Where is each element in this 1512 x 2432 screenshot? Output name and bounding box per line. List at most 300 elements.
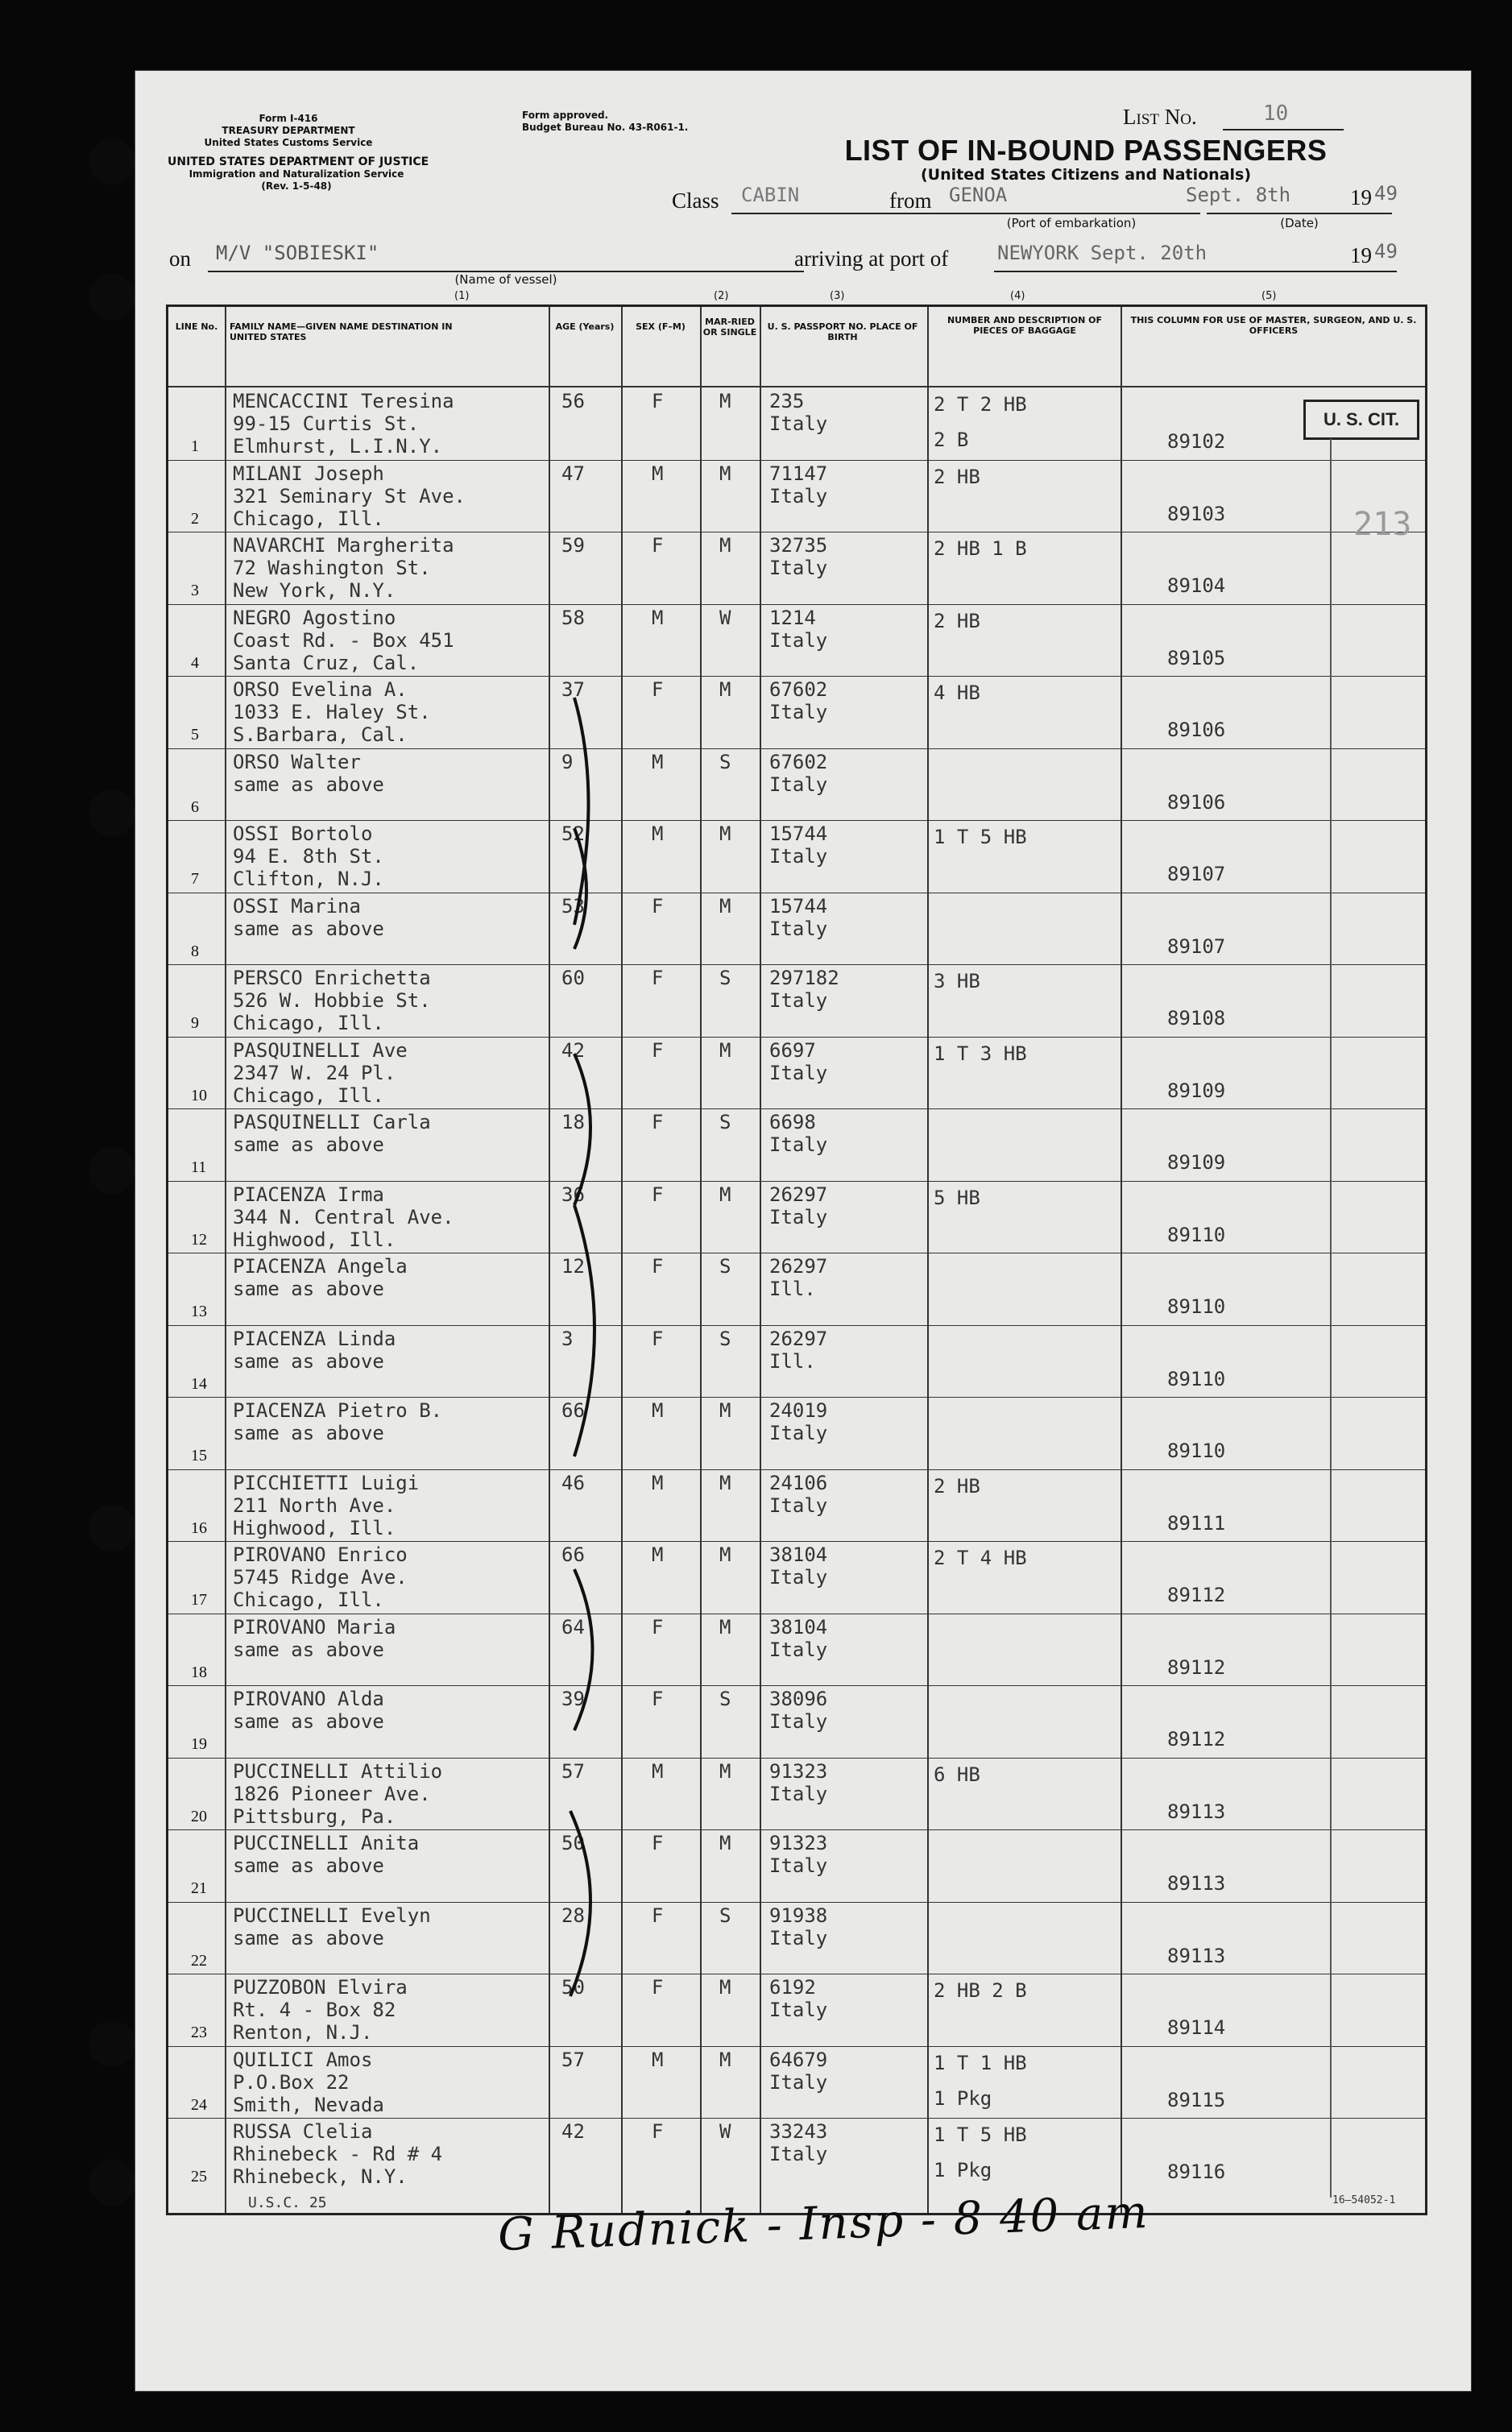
address-line-1: 99-15 Curtis St. — [233, 412, 420, 435]
age: 50 — [561, 1976, 585, 1999]
table-row — [168, 893, 1425, 965]
sex: F — [652, 967, 664, 989]
place-of-birth: Italy — [769, 845, 828, 868]
passenger-name: PICCHIETTI Luigi — [233, 1471, 420, 1494]
place-of-birth: Italy — [769, 1422, 828, 1444]
officer-number: 89107 — [1167, 863, 1226, 885]
marital-status: S — [719, 1904, 731, 1927]
col-num-4: (4) — [1010, 290, 1025, 302]
table-row — [168, 1325, 1425, 1398]
arrival-year-prefix: 19 — [1350, 243, 1372, 267]
address-line-1: same as above — [233, 1638, 384, 1661]
passenger-name: PIACENZA Linda — [233, 1327, 396, 1350]
marital-status: S — [719, 1688, 731, 1710]
address-line-1: Rt. 4 - Box 82 — [233, 1999, 396, 2021]
officer-number: 89106 — [1167, 719, 1226, 741]
place-of-birth: Italy — [769, 917, 828, 940]
place-of-birth: Italy — [769, 1782, 828, 1805]
address-line-2: Smith, Nevada — [233, 2093, 384, 2116]
address-line-1: same as above — [233, 1926, 384, 1949]
col-num-2: (2) — [714, 290, 729, 302]
marital-status: M — [719, 2048, 731, 2071]
col-sex: SEX (F–M) — [636, 321, 686, 332]
marital-status: M — [719, 1615, 731, 1639]
baggage: 2 HB — [934, 609, 980, 632]
marital-status: W — [719, 606, 731, 629]
baggage: 2 HB — [934, 465, 980, 488]
line-number: 2 — [191, 509, 199, 528]
officer-number: 89113 — [1167, 1944, 1226, 1967]
table-row — [168, 1614, 1425, 1686]
table-row — [168, 1469, 1425, 1542]
baggage: 3 HB — [934, 970, 980, 992]
age: 28 — [561, 1904, 585, 1927]
line-number: 15 — [191, 1447, 207, 1465]
passport-number: 297182 — [769, 967, 839, 989]
inspector-signature: G Rudnick - Insp - 8 40 am — [497, 2185, 1150, 2262]
passport-number: 15744 — [769, 822, 828, 845]
justice-dept: UNITED STATES DEPARTMENT OF JUSTICE — [168, 155, 429, 168]
passenger-name: PUCCINELLI Evelyn — [233, 1904, 431, 1927]
age: 60 — [561, 967, 585, 989]
passport-number: 91323 — [769, 1832, 828, 1854]
passport-number: 6192 — [769, 1976, 816, 1999]
age: 39 — [561, 1688, 585, 1710]
page-subtitle: (United States Citizens and Nationals) — [920, 166, 1252, 184]
passenger-name: PERSCO Enrichetta — [233, 967, 431, 989]
page-title: LIST OF IN-BOUND PASSENGERS — [844, 134, 1328, 167]
officer-number: 89103 — [1167, 502, 1226, 525]
table-row — [168, 1829, 1425, 1902]
table-row — [168, 676, 1425, 748]
sex: M — [652, 822, 664, 845]
place-of-birth: Italy — [769, 701, 828, 723]
date-caption: (Date) — [1280, 216, 1319, 230]
address-line-2: Rhinebeck, N.Y. — [233, 2165, 408, 2188]
margin-number: 213 — [1353, 506, 1412, 543]
officer-number: 89112 — [1167, 1728, 1226, 1750]
sex: F — [652, 1111, 664, 1133]
passenger-name: ORSO Evelina A. — [233, 678, 408, 701]
line-number: 9 — [191, 1014, 199, 1032]
place-of-birth: Italy — [769, 1999, 828, 2021]
budget-bureau: Budget Bureau No. 43-R061-1. — [522, 122, 689, 133]
table-row — [168, 387, 1425, 460]
address-line-2: Chicago, Ill. — [233, 507, 384, 530]
address-line-1: same as above — [233, 1422, 384, 1444]
punch-hole — [89, 139, 135, 185]
marital-status: S — [719, 967, 731, 989]
passport-number: 6698 — [769, 1111, 816, 1133]
line-number: 1 — [191, 437, 199, 455]
age: 37 — [561, 678, 585, 701]
class-label: Class — [672, 189, 719, 213]
place-of-birth: Italy — [769, 628, 828, 652]
age: 50 — [561, 1832, 585, 1854]
passenger-name: NAVARCHI Margherita — [233, 534, 454, 557]
place-of-birth: Italy — [769, 1854, 828, 1877]
passenger-name: QUILICI Amos — [233, 2048, 373, 2071]
marital-status: M — [719, 1183, 731, 1206]
officer-number: 89106 — [1167, 790, 1226, 814]
passenger-name: NEGRO Agostino — [233, 606, 396, 629]
table-row — [168, 1758, 1425, 1830]
table-row — [168, 1037, 1425, 1109]
baggage-extra: 1 Pkg — [934, 2159, 992, 2181]
officer-number: 89110 — [1167, 1223, 1226, 1246]
table-row — [168, 604, 1425, 677]
line-number: 20 — [191, 1807, 207, 1825]
address-line-2: Elmhurst, L.I.N.Y. — [233, 435, 443, 458]
baggage: 2 HB 1 B — [934, 537, 1027, 560]
sex: F — [652, 1904, 664, 1927]
baggage: 2 HB — [934, 1474, 980, 1498]
passport-number: 71147 — [769, 462, 828, 485]
punch-hole — [89, 1505, 135, 1552]
age: 57 — [561, 2048, 585, 2071]
address-line-2: Chicago, Ill. — [233, 1083, 384, 1107]
place-of-birth: Ill. — [769, 1349, 816, 1373]
passenger-name: MILANI Joseph — [233, 462, 384, 485]
address-line-2: Highwood, Ill. — [233, 1228, 396, 1251]
passport-number: 64679 — [769, 2048, 828, 2071]
address-line-1: same as above — [233, 1349, 384, 1373]
passport-number: 26297 — [769, 1327, 828, 1350]
officer-number: 89111 — [1167, 1511, 1226, 1535]
line-number: 10 — [191, 1086, 207, 1104]
punch-hole — [89, 274, 135, 321]
age: 36 — [561, 1183, 585, 1206]
marital-status: S — [719, 1255, 731, 1278]
us-citizen-stamp: U. S. CIT. — [1303, 400, 1419, 440]
line-number: 13 — [191, 1303, 207, 1320]
age: 52 — [561, 822, 585, 845]
table-row — [168, 1181, 1425, 1253]
marital-status: M — [719, 390, 731, 412]
table-row — [168, 964, 1425, 1037]
line-number: 3 — [191, 582, 199, 599]
table-row — [168, 2118, 1425, 2190]
sex: M — [652, 750, 664, 773]
from-value: GENOA — [949, 184, 1008, 206]
age: 66 — [561, 1399, 585, 1422]
customs-service: United States Customs Service — [204, 137, 373, 148]
age: 12 — [561, 1255, 585, 1278]
year-prefix: 19 — [1350, 185, 1372, 209]
from-label: from — [889, 189, 932, 213]
officer-number: 89109 — [1167, 1079, 1226, 1102]
address-line-1: 1826 Pioneer Ave. — [233, 1782, 431, 1805]
passport-number: 15744 — [769, 894, 828, 918]
manifest-page — [135, 71, 1471, 2391]
marital-status: M — [719, 534, 731, 557]
table-row — [168, 1397, 1425, 1469]
line-number: 18 — [191, 1663, 207, 1681]
age: 64 — [561, 1615, 585, 1639]
address-line-1: 2347 W. 24 Pl. — [233, 1061, 396, 1084]
passenger-name: OSSI Marina — [233, 894, 361, 918]
sex: F — [652, 1615, 664, 1639]
col-num-5: (5) — [1261, 290, 1277, 302]
date-value: Sept. 8th — [1186, 184, 1291, 206]
age: 53 — [561, 894, 585, 918]
officer-number: 89113 — [1167, 1872, 1226, 1895]
form-approved: Form approved. — [522, 110, 609, 121]
marital-status: S — [719, 750, 731, 773]
age: 9 — [561, 750, 574, 773]
form-number: Form I-416 — [259, 113, 318, 124]
line-number: 17 — [191, 1591, 207, 1609]
officer-number: 89116 — [1167, 2161, 1226, 2183]
age: 42 — [561, 1038, 585, 1062]
sex: F — [652, 1327, 664, 1350]
age: 47 — [561, 462, 585, 485]
table-row — [168, 1253, 1425, 1325]
age: 59 — [561, 534, 585, 557]
officer-number: 89102 — [1167, 430, 1226, 453]
list-no-label: List No. — [1123, 105, 1197, 129]
passport-number: 24106 — [769, 1471, 828, 1494]
sex: F — [652, 894, 664, 918]
place-of-birth: Italy — [769, 2143, 828, 2165]
arrival-year-suffix: 49 — [1374, 240, 1398, 263]
passport-number: 235 — [769, 390, 805, 412]
passenger-name: PIROVANO Enrico — [233, 1543, 408, 1566]
address-line-2: New York, N.Y. — [233, 579, 396, 602]
address-line-1: 321 Seminary St Ave. — [233, 484, 466, 508]
line-number: 7 — [191, 870, 199, 888]
marital-status: M — [719, 822, 731, 845]
place-of-birth: Italy — [769, 989, 828, 1012]
line-number: 11 — [191, 1158, 207, 1176]
table-row — [168, 1902, 1425, 1974]
class-value: CABIN — [741, 184, 800, 206]
sex: F — [652, 390, 664, 412]
address-line-1: same as above — [233, 917, 384, 940]
place-of-birth: Italy — [769, 412, 828, 435]
punch-hole — [89, 2020, 135, 2067]
line-number: 24 — [191, 2095, 207, 2114]
age: 58 — [561, 606, 585, 629]
table-row — [168, 820, 1425, 893]
punch-hole — [89, 789, 135, 836]
marital-status: S — [719, 1327, 731, 1350]
officer-number: 89110 — [1167, 1367, 1226, 1390]
passenger-name: PASQUINELLI Carla — [233, 1111, 431, 1133]
marital-status: M — [719, 1399, 731, 1422]
col-num-3: (3) — [830, 290, 845, 302]
table-row — [168, 532, 1425, 604]
list-no-value: 10 — [1263, 102, 1289, 126]
passenger-name: PIROVANO Maria — [233, 1615, 396, 1639]
place-of-birth: Italy — [769, 1638, 828, 1661]
sex: F — [652, 534, 664, 557]
marital-status: M — [719, 1471, 731, 1494]
officer-number: 89113 — [1167, 1800, 1226, 1823]
baggage: 4 HB — [934, 682, 980, 704]
footer-left: U.S.C. 25 — [248, 2194, 327, 2211]
place-of-birth: Italy — [769, 1710, 828, 1733]
age: 42 — [561, 2120, 585, 2143]
sex: F — [652, 1688, 664, 1710]
year-suffix: 49 — [1374, 182, 1398, 205]
line-number: 5 — [191, 726, 199, 744]
table-row — [168, 1541, 1425, 1614]
place-of-birth: Italy — [769, 484, 828, 508]
passenger-table — [166, 305, 1427, 2215]
age: 3 — [561, 1327, 574, 1350]
officer-number: 89112 — [1167, 1655, 1226, 1679]
address-line-2: Highwood, Ill. — [233, 1516, 396, 1539]
line-number: 16 — [191, 1518, 207, 1537]
officer-number: 89114 — [1167, 2016, 1226, 2039]
officer-number: 89109 — [1167, 1151, 1226, 1174]
address-line-1: 211 North Ave. — [233, 1494, 396, 1517]
line-number: 4 — [191, 653, 199, 672]
baggage-extra: 1 Pkg — [934, 2086, 992, 2110]
address-line-2: Chicago, Ill. — [233, 1012, 384, 1034]
passenger-name: PIROVANO Alda — [233, 1688, 384, 1710]
passenger-name: ORSO Walter — [233, 750, 361, 773]
officer-number: 89112 — [1167, 1584, 1226, 1606]
place-of-birth: Ill. — [769, 1278, 816, 1300]
marital-status: M — [719, 1832, 731, 1854]
col-line-no: LINE No. — [175, 321, 218, 332]
table-row — [168, 460, 1425, 532]
port-caption: (Port of embarkation) — [1006, 216, 1137, 230]
marital-status: M — [719, 894, 731, 918]
age: 57 — [561, 1759, 585, 1783]
sex: M — [652, 1759, 664, 1783]
line-number: 8 — [191, 942, 199, 960]
place-of-birth: Italy — [769, 2070, 828, 2094]
sex: F — [652, 1038, 664, 1062]
officer-number: 89115 — [1167, 2088, 1226, 2111]
passport-number: 67602 — [769, 678, 828, 701]
address-line-2: Pittsburg, Pa. — [233, 1804, 396, 1828]
passport-number: 91323 — [769, 1759, 828, 1783]
passenger-name: MENCACCINI Teresina — [233, 390, 454, 412]
passport-number: 38104 — [769, 1615, 828, 1639]
table-row — [168, 1685, 1425, 1758]
line-number: 12 — [191, 1230, 207, 1249]
address-line-1: 94 E. 8th St. — [233, 845, 384, 868]
punch-hole — [89, 1147, 135, 1194]
age: 66 — [561, 1543, 585, 1566]
baggage-extra: 2 B — [934, 429, 969, 451]
justice-block — [168, 155, 429, 193]
place-of-birth: Italy — [769, 557, 828, 579]
marital-status: M — [719, 462, 731, 485]
vessel-caption: (Name of vessel) — [454, 272, 557, 287]
on-label: on — [169, 247, 191, 271]
treasury-dept: TREASURY DEPARTMENT — [222, 125, 355, 136]
marital-status: M — [719, 1543, 731, 1566]
place-of-birth: Italy — [769, 773, 828, 796]
sex: F — [652, 1183, 664, 1206]
baggage: 5 HB — [934, 1186, 980, 1209]
baggage: 1 T 5 HB — [934, 826, 1027, 848]
address-line-1: same as above — [233, 1710, 384, 1733]
sex: M — [652, 606, 664, 629]
passport-number: 1214 — [769, 606, 816, 629]
col-officers: THIS COLUMN FOR USE OF MASTER, SURGEON, AND U. S. OFFICERS — [1130, 315, 1417, 336]
marital-status: M — [719, 1759, 731, 1783]
revision: (Rev. 1-5-48) — [261, 180, 332, 192]
line-number: 19 — [191, 1735, 207, 1753]
passenger-name: OSSI Bortolo — [233, 822, 373, 845]
officer-number: 89110 — [1167, 1295, 1226, 1318]
place-of-birth: Italy — [769, 1494, 828, 1517]
table-row — [168, 2046, 1425, 2119]
passenger-name: RUSSA Clelia — [233, 2120, 373, 2143]
passport-number: 91938 — [769, 1904, 828, 1927]
arriving-label: arriving at port of — [794, 247, 949, 271]
punch-hole — [89, 2159, 135, 2206]
line-number: 6 — [191, 798, 199, 816]
col-num-1: (1) — [454, 290, 470, 302]
age: 46 — [561, 1471, 585, 1494]
baggage: 2 T 2 HB — [934, 393, 1027, 416]
passport-number: 33243 — [769, 2120, 828, 2143]
passport-number: 26297 — [769, 1183, 828, 1206]
line-number: 25 — [191, 2168, 207, 2185]
sex: M — [652, 2048, 664, 2071]
address-line-2: Renton, N.J. — [233, 2021, 373, 2044]
address-line-1: same as above — [233, 1854, 384, 1877]
passenger-name: PUCCINELLI Attilio — [233, 1759, 443, 1783]
passport-number: 24019 — [769, 1399, 828, 1422]
passport-number: 38096 — [769, 1688, 828, 1710]
address-line-1: same as above — [233, 773, 384, 796]
line-number: 22 — [191, 1951, 207, 1970]
marital-status: S — [719, 1111, 731, 1133]
footer-right: 16—54052-1 — [1332, 2194, 1396, 2206]
passport-number: 67602 — [769, 750, 828, 773]
sex: F — [652, 2120, 664, 2143]
age: 18 — [561, 1111, 585, 1133]
baggage: 2 T 4 HB — [934, 1547, 1027, 1569]
officer-number: 89105 — [1167, 646, 1226, 669]
address-line-1: Rhinebeck - Rd # 4 — [233, 2143, 443, 2165]
marital-status: M — [719, 1976, 731, 1999]
col-name: FAMILY NAME—GIVEN NAME DESTINATION IN UNITED STATES — [230, 321, 453, 342]
col-baggage: NUMBER AND DESCRIPTION OF PIECES OF BAGGAGE — [947, 315, 1103, 336]
ins-service: Immigration and Naturalization Service — [188, 168, 404, 180]
sex: M — [652, 1471, 664, 1494]
passenger-name: PUZZOBON Elvira — [233, 1976, 408, 1999]
baggage: 6 HB — [934, 1763, 980, 1786]
passenger-name: PIACENZA Angela — [233, 1255, 408, 1278]
address-line-1: 344 N. Central Ave. — [233, 1205, 454, 1228]
form-block — [200, 113, 377, 149]
marital-status: M — [719, 1038, 731, 1062]
address-line-1: Coast Rd. - Box 451 — [233, 628, 454, 652]
line-number: 23 — [191, 2024, 207, 2041]
passenger-name: PIACENZA Pietro B. — [233, 1399, 443, 1422]
officer-number: 89108 — [1167, 1007, 1226, 1030]
sex: M — [652, 1543, 664, 1566]
sex: F — [652, 1976, 664, 1999]
table-row — [168, 748, 1425, 821]
place-of-birth: Italy — [769, 1926, 828, 1949]
passenger-name: PIACENZA Irma — [233, 1183, 384, 1206]
address-line-1: 1033 E. Haley St. — [233, 701, 431, 723]
table-row — [168, 1108, 1425, 1181]
sex: M — [652, 1399, 664, 1422]
place-of-birth: Italy — [769, 1566, 828, 1589]
address-line-1: same as above — [233, 1133, 384, 1156]
